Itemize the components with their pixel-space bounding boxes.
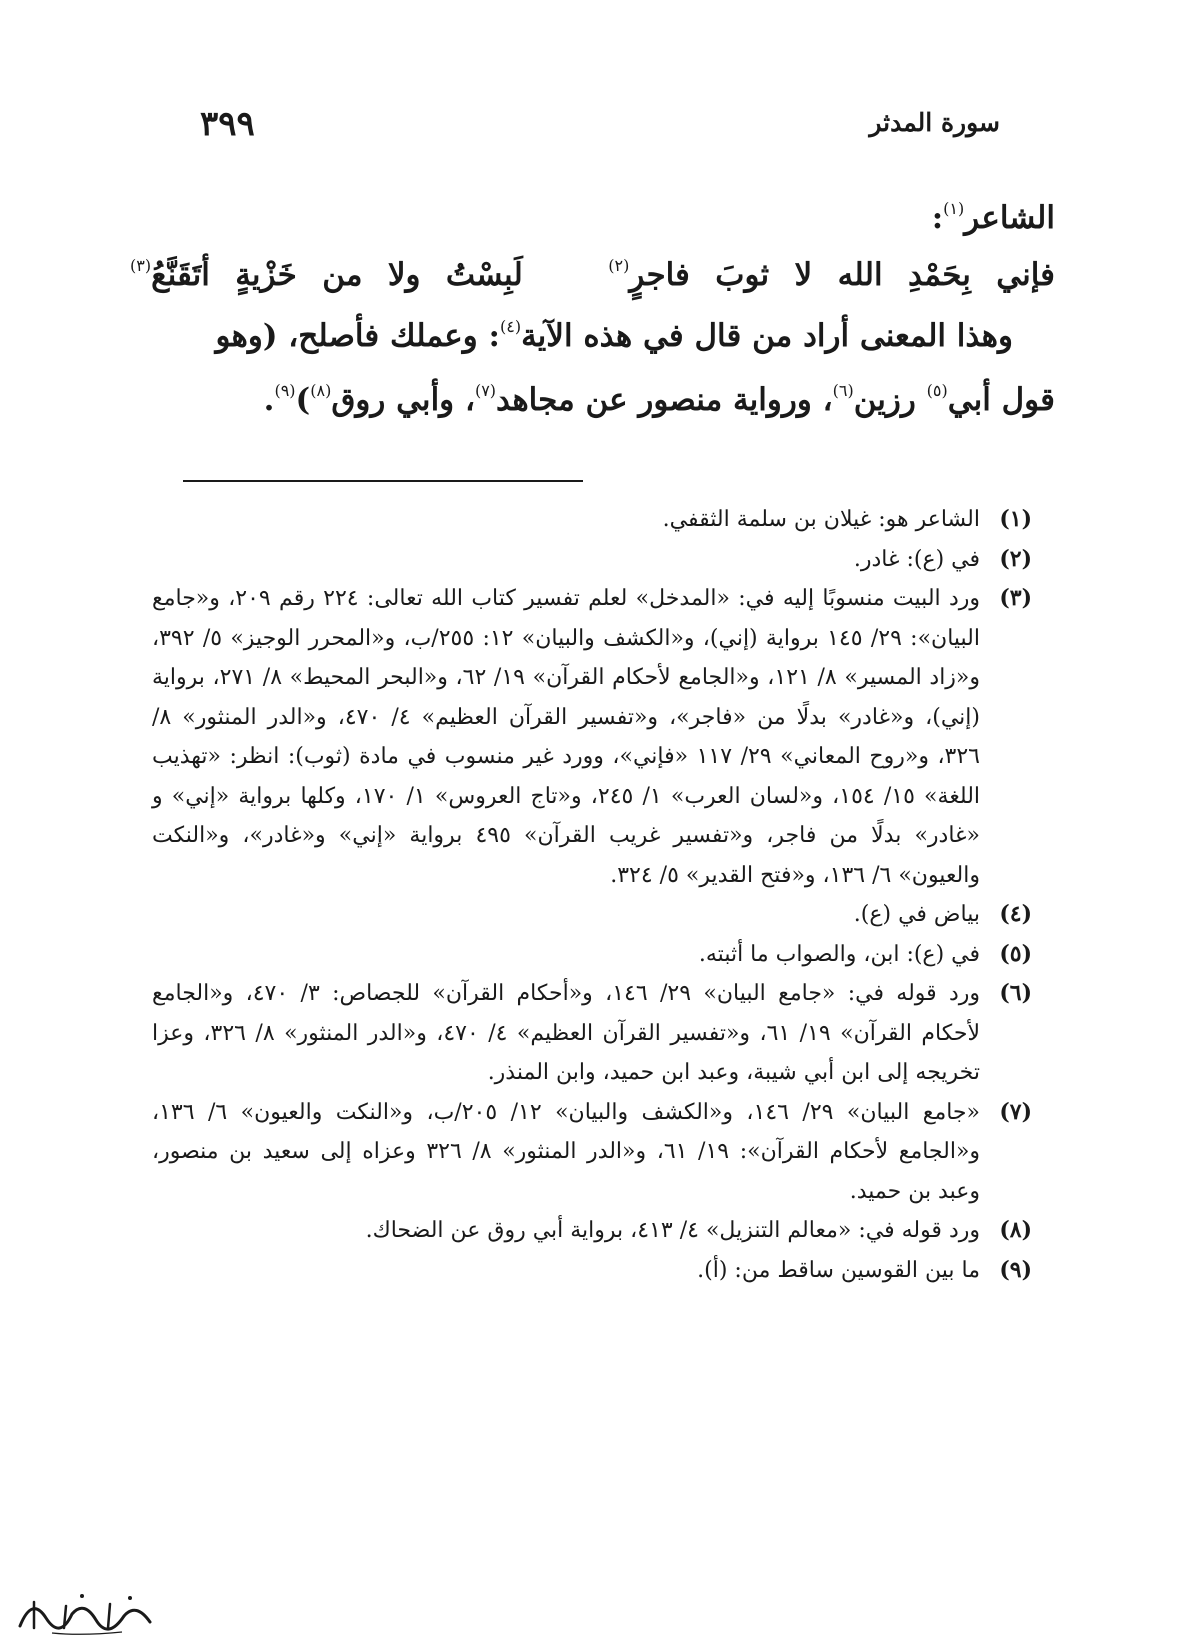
- body-line-3: [130, 318, 1055, 354]
- footnote-number: (٣): [999, 585, 1032, 611]
- verse-second-hemistich: [130, 257, 523, 293]
- footnotes-list: [152, 500, 1032, 1290]
- footnote-ref-7[interactable]: (٧): [474, 381, 497, 400]
- footnote-text: في (ع): غادر.: [853, 546, 980, 572]
- line4-text-a: قول أبي: [947, 382, 1055, 418]
- footnote-item: [152, 1211, 1032, 1251]
- footnote-text: ورد البيت منسوبًا إليه في: «المدخل» لعلم تفسير كتاب الله تعالى: ٢٢٤ رقم ٢٠٩، و«جامع البيان»: ٢٩/ ١٤٥ برواية (إني)، و«الكشف والبيان» ١٢: ٢٥٥/ب، و«المحرر الوجيز» ٥/ ٣٩٢، و«زاد المسير» ٨/ ١٢١، و«الجامع لأحكام القرآن» ١٩/ ٦٢، و«البحر المحيط» ٨/ ٢٧١، برواية (إني)، و«غادر» بدلًا من «فاجر»، و«تفسير القرآن العظيم» ٤/ ٤٧٠، و«الدر المنثور» ٨/ ٣٢٦، و«روح المعاني» ٢٩/ ١١٧ «فإني»، وورد غير منسوب في مادة (ثوب): انظر: «تهذيب اللغة» ١٥/ ١٥٤، و«لسان العرب» ١/ ٢٤٥، و«تاج العروس» ١/ ١٧٠، وكلها برواية «إني» و «غادر» بدلًا من فاجر، و«تفسير غريب القرآن» ٤٩٥ برواية «إني» و«غادر»، و«النكت والعيون» ٦/ ١٣٦، و«فتح القدير» ٥/ ٣٢٤.: [152, 586, 981, 888]
- line3-text-b: : وعملك فأصلح، (وهو: [215, 318, 500, 354]
- line3-text-a: وهذا المعنى أراد من قال في هذه الآية: [521, 318, 1013, 354]
- footnote-text: «جامع البيان» ٢٩/ ١٤٦، و«الكشف والبيان» ١٢/ ٢٠٥/ب، و«النكت والعيون» ٦/ ١٣٦، و«الجامع لأحكام القرآن»: ١٩/ ٦١، و«الدر المنثور» ٨/ ٣٢٦ وعزاه إلى سعيد بن منصور، وعبد بن حميد.: [152, 1099, 981, 1204]
- footnote-ref-6[interactable]: (٦): [832, 381, 854, 400]
- footnote-item: [152, 1093, 1032, 1212]
- footnote-item: [152, 579, 1032, 895]
- line4-text-f: .: [263, 382, 275, 418]
- poet-word: الشاعر: [964, 200, 1055, 236]
- footnote-ref-8[interactable]: (٨): [310, 381, 332, 400]
- footnote-ref-3[interactable]: (٣): [130, 256, 152, 275]
- page-number: ٣٩٩: [200, 104, 255, 144]
- running-header-title: سورة المدثر: [869, 108, 1000, 137]
- footnote-item: [152, 1251, 1032, 1291]
- footnote-separator-rule: [183, 480, 583, 482]
- line4-text-b: رزين: [853, 382, 927, 418]
- footnote-ref-5[interactable]: (٥): [926, 381, 948, 400]
- footnote-ref-4[interactable]: (٤): [499, 317, 522, 336]
- footnote-number: (٤): [999, 901, 1032, 927]
- line4-text-c: ، ورواية منصور عن مجاهد: [496, 382, 833, 418]
- line4-text-d: ، وأبي روق: [331, 382, 475, 418]
- footnote-text: بياض في (ع).: [853, 902, 980, 927]
- verse-line: [130, 257, 1055, 293]
- colon: :: [931, 200, 944, 236]
- footnote-number: (٥): [999, 940, 1032, 967]
- footnote-text: ورد قوله في: «جامع البيان» ٢٩/ ١٤٦، و«أحكام القرآن» للجصاص: ٣/ ٤٧٠، و«الجامع لأحكام القرآن» ١٩/ ٦١، و«تفسير القرآن العظيم» ٤/ ٤٧٠، و«الدر المنثور» ٨/ ٣٢٦، وعزا تخريجه إلى ابن أبي شيبة، وعبد ابن حميد، وابن المنذر.: [152, 981, 981, 1085]
- line4-text-e: ): [295, 382, 311, 418]
- verse-first-hemistich: [608, 257, 1055, 293]
- footnote-number: (٧): [999, 1098, 1032, 1125]
- footnote-ref-2[interactable]: (٢): [608, 256, 630, 275]
- verse-second-text: لَبِسْتُ ولا من خَزْيةٍ أتَقَنَّعُ: [151, 257, 523, 293]
- footnote-item: [152, 974, 1032, 1093]
- body-line-4: [130, 382, 1055, 418]
- verse-first-text: فإني بِحَمْدِ الله لا ثوبَ فاجرٍ: [629, 257, 1055, 293]
- footnote-text: الشاعر هو: غيلان بن سلمة الثقفي.: [662, 507, 980, 532]
- footnote-item: [152, 935, 1032, 975]
- footnote-item: [152, 500, 1032, 540]
- footnote-text: في (ع): ابن، والصواب ما أثبته.: [698, 941, 980, 967]
- footnote-ref-9[interactable]: (٩): [274, 381, 296, 400]
- footnote-item: [152, 540, 1032, 580]
- footnote-ref-1[interactable]: (١): [943, 199, 965, 218]
- footnote-text: ما بين القوسين ساقط من: (أ).: [697, 1257, 980, 1283]
- footnote-number: (٩): [999, 1256, 1032, 1283]
- footnote-number: (٨): [999, 1217, 1032, 1243]
- footnote-number: (٦): [999, 980, 1032, 1006]
- footnote-item: [152, 895, 1032, 935]
- body-line-poet: [130, 200, 1055, 236]
- publisher-calligraphy-logo-icon: [12, 1588, 162, 1638]
- footnote-number: (٢): [999, 545, 1032, 572]
- footnote-number: (١): [999, 506, 1032, 532]
- footnote-text: ورد قوله في: «معالم التنزيل» ٤/ ٤١٣، برواية أبي روق عن الضحاك.: [365, 1218, 980, 1243]
